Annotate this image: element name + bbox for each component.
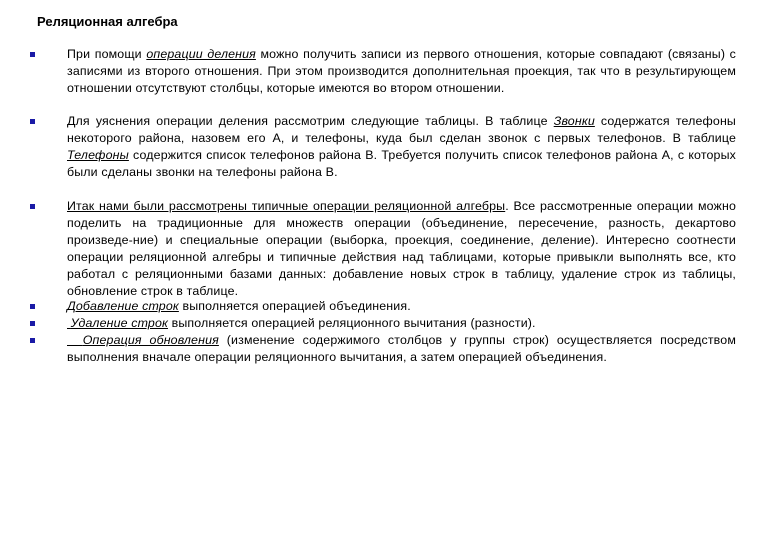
bullet-icon [30, 338, 35, 343]
term-link[interactable]: Удаление строк [67, 316, 169, 330]
text-segment: можно получить записи из первого отношения, которые совпадают (связаны) с записями из второго отношения. При этом производится дополнительная проекция, так что в результирующем отношении отсутствуют столбцы, которые имеются во втором отношении. [67, 47, 736, 95]
term-link[interactable]: Итак нами были рассмотрены типичные операции реляционной алгебры [67, 199, 506, 213]
bullet-icon [30, 204, 35, 209]
bullet-icon [30, 52, 35, 57]
list-item-text [67, 46, 736, 97]
list-item-text [67, 332, 740, 366]
term-link[interactable]: Добавление строк [67, 299, 179, 313]
list-item-text [67, 315, 736, 332]
text-segment: При помощи [67, 47, 147, 61]
bullet-icon [30, 321, 35, 326]
bullet-icon [30, 304, 35, 309]
term-link[interactable]: Звонки [553, 114, 595, 128]
term-link[interactable]: Операция обновления [67, 333, 219, 347]
text-segment: содержится список телефонов района B. Требуется получить список телефонов района A, с которых были сделаны звонки на телефоны района B. [67, 148, 736, 179]
text-segment: выполняется операцией объединения. [178, 299, 411, 313]
list-item-text [67, 113, 736, 181]
term-link[interactable]: операции деления [146, 47, 256, 61]
text-segment: . Все рассмотренные операции можно поделить на традиционные для множеств операции (объединение, пересечение, разность, декартово произведе-ние) и специальные операции (выборка, проекция, соединение, деление). Интересно соотнести операции реляционной алгебры и типичные действия над таблицами, которые привыкли выполнять все, кто работал с реляционными базами данных: добавление новых строк в таблицу, удаление строк из таблицы, обновление строк в таблице. [67, 199, 737, 298]
bullet-icon [30, 119, 35, 124]
text-segment: выполняется операцией реляционного вычитания (разности). [168, 316, 536, 330]
text-segment: содержатся телефоны некоторого района, назовем его A, и телефоны, куда был сделан звонок с первых телефонов. В таблице [67, 114, 736, 145]
slide-title: Реляционная алгебра [37, 14, 178, 29]
text-segment: (изменение содержимого столбцов у группы строк) осуществляется посредством выполнения вначале операции реляционного вычитания, а затем операцией объединения. [67, 333, 740, 364]
list-item-text [67, 198, 736, 300]
list-item-text [67, 298, 736, 315]
term-link[interactable]: Телефоны [67, 148, 129, 162]
text-segment: Для уяснения операции деления рассмотрим следующие таблицы. В таблице [67, 114, 554, 128]
